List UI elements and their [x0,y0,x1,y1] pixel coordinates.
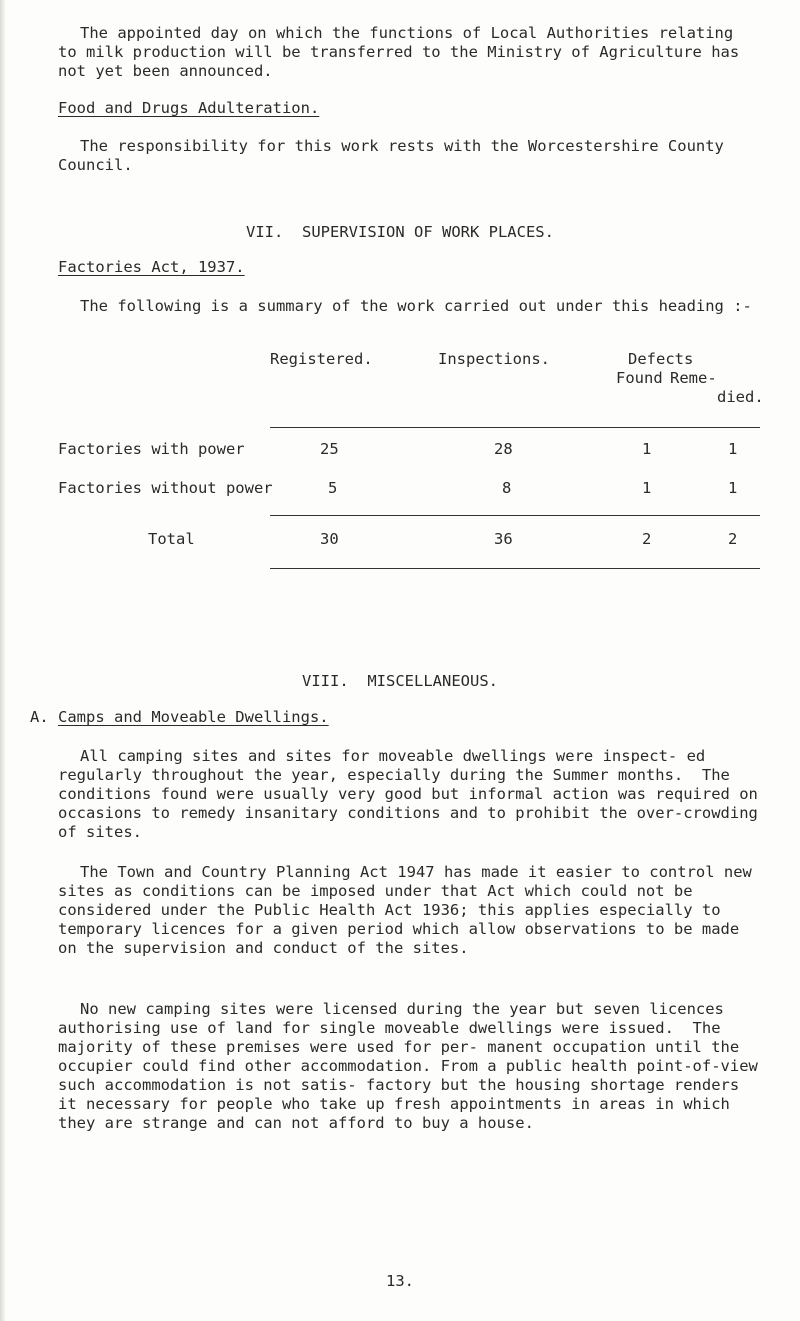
table-rule-bottom [270,568,760,569]
camps-paragraph-1: All camping sites and sites for moveable dwellings were inspect- ed regularly throughout the year, especially during the Summer months. The conditions found were usually very good but informal action was required on occasions to remedy insanitary conditions and to prohibit the over-crowding of sites. [58,747,768,841]
row-without-power-remedied: 1 [728,479,738,497]
col-header-found: Found [616,369,663,387]
intro-paragraph: The appointed day on which the functions of Local Authorities relating to milk production will be transferred to the Ministry of Agriculture has not yet been announced. [58,24,749,80]
page-number: 13. [386,1272,414,1290]
section-viii-title: VIII. MISCELLANEOUS. [302,672,498,690]
total-remedied: 2 [728,530,738,548]
camps-paragraph-3: No new camping sites were licensed during the year but seven licences authorising use of land for single moveable dwellings were issued. The majority of these premises were used for per- manent occupation until the occupier could find other accommodation. From a public health point-of-view such accommodation is not satis- factory but the housing shortage renders it necessary for people who take up fresh appointments in areas in which they are strange and can not afford to buy a house. [58,1000,768,1132]
row-with-power-remedied: 1 [728,440,738,458]
col-header-remedied: Reme- [670,369,717,387]
food-drugs-body: The responsibility for this work rests with the Worcestershire County Council. [58,137,734,174]
total-inspections: 36 [494,530,513,548]
row-without-power-registered: 5 [328,479,338,497]
row-with-power-inspections: 28 [494,440,513,458]
table-rule-top [270,427,760,428]
row-label-without-power: Factories without power [58,479,273,497]
row-label-with-power: Factories with power [58,440,245,458]
row-with-power-registered: 25 [320,440,339,458]
col-header-registered: Registered. [270,350,373,368]
row-without-power-inspections: 8 [502,479,512,497]
total-registered: 30 [320,530,339,548]
row-label-total: Total [148,530,195,548]
summary-intro: The following is a summary of the work carried out under this heading :- [80,297,752,315]
row-with-power-found: 1 [642,440,652,458]
total-found: 2 [642,530,652,548]
table-rule-middle [270,515,760,516]
factories-act-subheading: Factories Act, 1937. [58,258,245,276]
subsection-letter: A. [30,708,49,726]
col-header-remedied-2: died. [717,388,764,406]
food-drugs-heading: Food and Drugs Adulteration. [58,99,320,117]
section-vii-title: VII. SUPERVISION OF WORK PLACES. [246,223,554,241]
row-without-power-found: 1 [642,479,652,497]
camps-heading: Camps and Moveable Dwellings. [58,708,329,726]
col-header-defects: Defects [628,350,694,368]
camps-paragraph-2: The Town and Country Planning Act 1947 has made it easier to control new sites as conditions can be imposed under that Act which could not be considered under the Public Health Act 1936; this applies especially to temporary licences for a given period which allow observations to be made on the supervision and conduct of the sites. [58,863,762,957]
page-edge-shadow [0,0,6,1321]
col-header-inspections: Inspections. [438,350,550,368]
